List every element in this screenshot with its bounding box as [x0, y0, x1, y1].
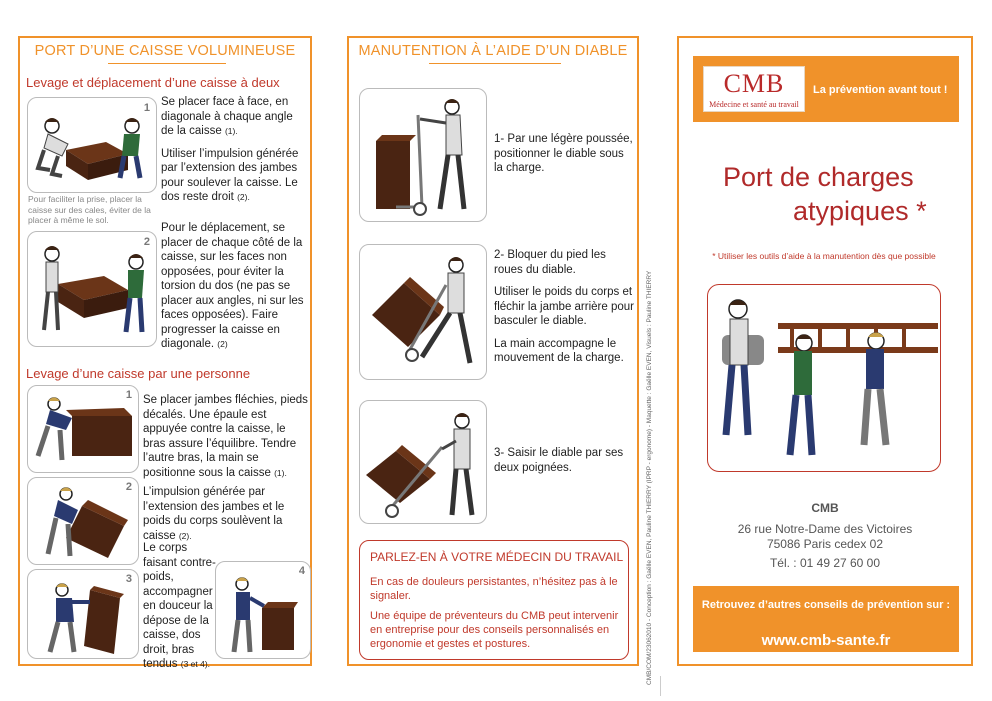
illustration-two-people-carry — [27, 231, 157, 347]
tools-note: * Utiliser les outils d’aide à la manutention dès que possible — [712, 251, 936, 261]
step-counterweight: Le corps faisant contre-poids, accompagner en douceur la dépose de la caisse, dos droit, bras tendus — [143, 542, 216, 670]
talk-title: PARLEZ-EN À VOTRE MÉDECIN DU TRAVAIL — [370, 550, 624, 564]
truck-step2a: 2- Bloquer du pied les roues du diable. — [494, 249, 606, 276]
talk-text — [370, 575, 622, 657]
promo-text: Retrouvez d’autres conseils de prévention sur : — [701, 599, 951, 611]
section-title-two-people: Levage et déplacement d’une caisse à deux — [26, 75, 280, 90]
one-person-step1-drawing — [28, 386, 138, 472]
org-name: CMB — [811, 501, 839, 515]
ref: (2). — [178, 530, 192, 541]
main-title-line2: atypiques * — [793, 196, 927, 226]
truck-step2c: La main accompagne le mouvement de la charge. — [494, 337, 624, 364]
step-move-text — [161, 221, 307, 360]
illustration-truck-step1 — [359, 88, 487, 222]
illustration-one-person-step2 — [27, 477, 139, 565]
panel-box-carrying — [18, 36, 312, 670]
grip-caption: Pour faciliter la prise, placer la caisse sur des cales, éviter de la placer à même le sol. — [28, 194, 151, 225]
talk-paragraph-2: Une équipe de préventeurs du CMB peut intervenir en entreprise pour des conseils personnalisés en ergonomie et gestes et postures. — [370, 610, 619, 650]
panel-hand-truck — [347, 36, 639, 666]
logo-text: CMB — [723, 69, 785, 98]
fold-mark — [660, 676, 661, 696]
step-move-diagonal: Pour le déplacement, se placer de chaque côté de la caisse, sur les faces non opposées, pour éviter la torsion du dos (ne pas se placer aux angles, ni sur les faces opposées). Faire progresser la caisse en diagonale. — [161, 222, 304, 350]
hand-truck-step3-drawing — [360, 401, 486, 523]
step-leg-impulse: Utiliser l’impulsion générée par l’extension des jambes pour soulever la caisse. Le dos reste droit — [161, 147, 299, 203]
truck-step1-text: 1- Par une légère poussée, positionner le diable sous la charge. — [494, 133, 633, 174]
image-number: 3 — [125, 573, 132, 585]
one-person-step4-drawing — [216, 562, 310, 658]
header-banner — [693, 56, 959, 122]
ref: (3 et 4). — [180, 659, 211, 669]
image-number: 2 — [125, 481, 132, 493]
panel-title: PORT D’UNE CAISSE VOLUMINEUSE — [34, 43, 296, 59]
ref: (1). — [224, 126, 238, 136]
ref: (2) — [217, 339, 228, 349]
image-number: 4 — [298, 565, 305, 577]
main-title-line1: Port de charges — [723, 162, 914, 192]
cmb-logo — [703, 66, 805, 112]
step-one-text — [143, 393, 309, 488]
address-line1: 26 rue Notre-Dame des Victoires — [737, 522, 913, 536]
people-carrying-ladder-drawing — [708, 285, 940, 471]
image-number: 1 — [125, 389, 132, 401]
illustration-one-person-step3 — [27, 569, 139, 659]
step-impulse: L’impulsion générée par l’extension des jambes et le poids du corps soulèvent la caisse — [143, 486, 285, 542]
panel-cover — [677, 36, 973, 666]
title-underline — [429, 63, 561, 64]
image-number: 1 — [143, 102, 150, 114]
logo-subtitle: Médecine et santé au travail — [709, 100, 799, 109]
two-people-lifting-drawing — [28, 98, 156, 192]
step-text-group — [161, 95, 307, 213]
section-title-one-person: Levage d’une caisse par une personne — [26, 366, 251, 381]
talk-paragraph-1: En cas de douleurs persistantes, n’hésitez pas à le signaler. — [370, 576, 618, 602]
truck-step2-text — [494, 248, 634, 374]
tagline: La prévention avant tout ! — [813, 84, 948, 96]
website-link[interactable]: www.cmb-sante.fr — [761, 632, 891, 649]
illustration-truck-step2 — [359, 244, 487, 380]
phone: Tél. : 01 49 27 60 00 — [769, 556, 881, 570]
two-people-carrying-drawing — [28, 232, 156, 346]
illustration-one-person-step1 — [27, 385, 139, 473]
one-person-step3-drawing — [28, 570, 138, 658]
truck-step3-text: 3- Saisir le diable par ses deux poignées. — [494, 447, 624, 474]
illustration-one-person-step4 — [215, 561, 311, 659]
ref: (2). — [237, 192, 250, 202]
talk-to-doctor-box — [359, 540, 629, 660]
website-banner — [693, 586, 959, 652]
hand-truck-step1-drawing — [360, 89, 486, 221]
one-person-step2-drawing — [28, 478, 138, 564]
cover-illustration — [707, 284, 941, 472]
title-underline — [108, 63, 226, 64]
ref: (1). — [274, 467, 287, 478]
step-face-to-face: Se placer face à face, en diagonale à chaque angle de la caisse — [161, 96, 293, 137]
credits-vertical: CMB/COM/23062010 - Conception : Gaëlle EVEN, Pauline THIERRY (IPRP - ergonome) - Maquette : Gaëlle EVEN, Visuels : Pauline THIERRY — [646, 270, 653, 685]
address-line2: 75086 Paris cedex 02 — [766, 537, 884, 551]
step-three-text — [143, 541, 221, 680]
step-two-text — [143, 485, 309, 543]
illustration-truck-step3 — [359, 400, 487, 524]
panel-title: MANUTENTION À L’AIDE D’UN DIABLE — [358, 43, 628, 59]
illustration-two-people-lift — [27, 97, 157, 193]
step-legs-bent: Se placer jambes fléchies, pieds décalés. Une épaule est appuyée contre la caisse, le bras assure l’équilibre. Tendre l’autre bras, la main se positionne sous la caisse — [143, 394, 308, 479]
truck-step2b: Utiliser le poids du corps et fléchir la jambe arrière pour basculer le diable. — [494, 286, 634, 327]
image-number: 2 — [143, 236, 150, 248]
hand-truck-step2-drawing — [360, 245, 486, 379]
